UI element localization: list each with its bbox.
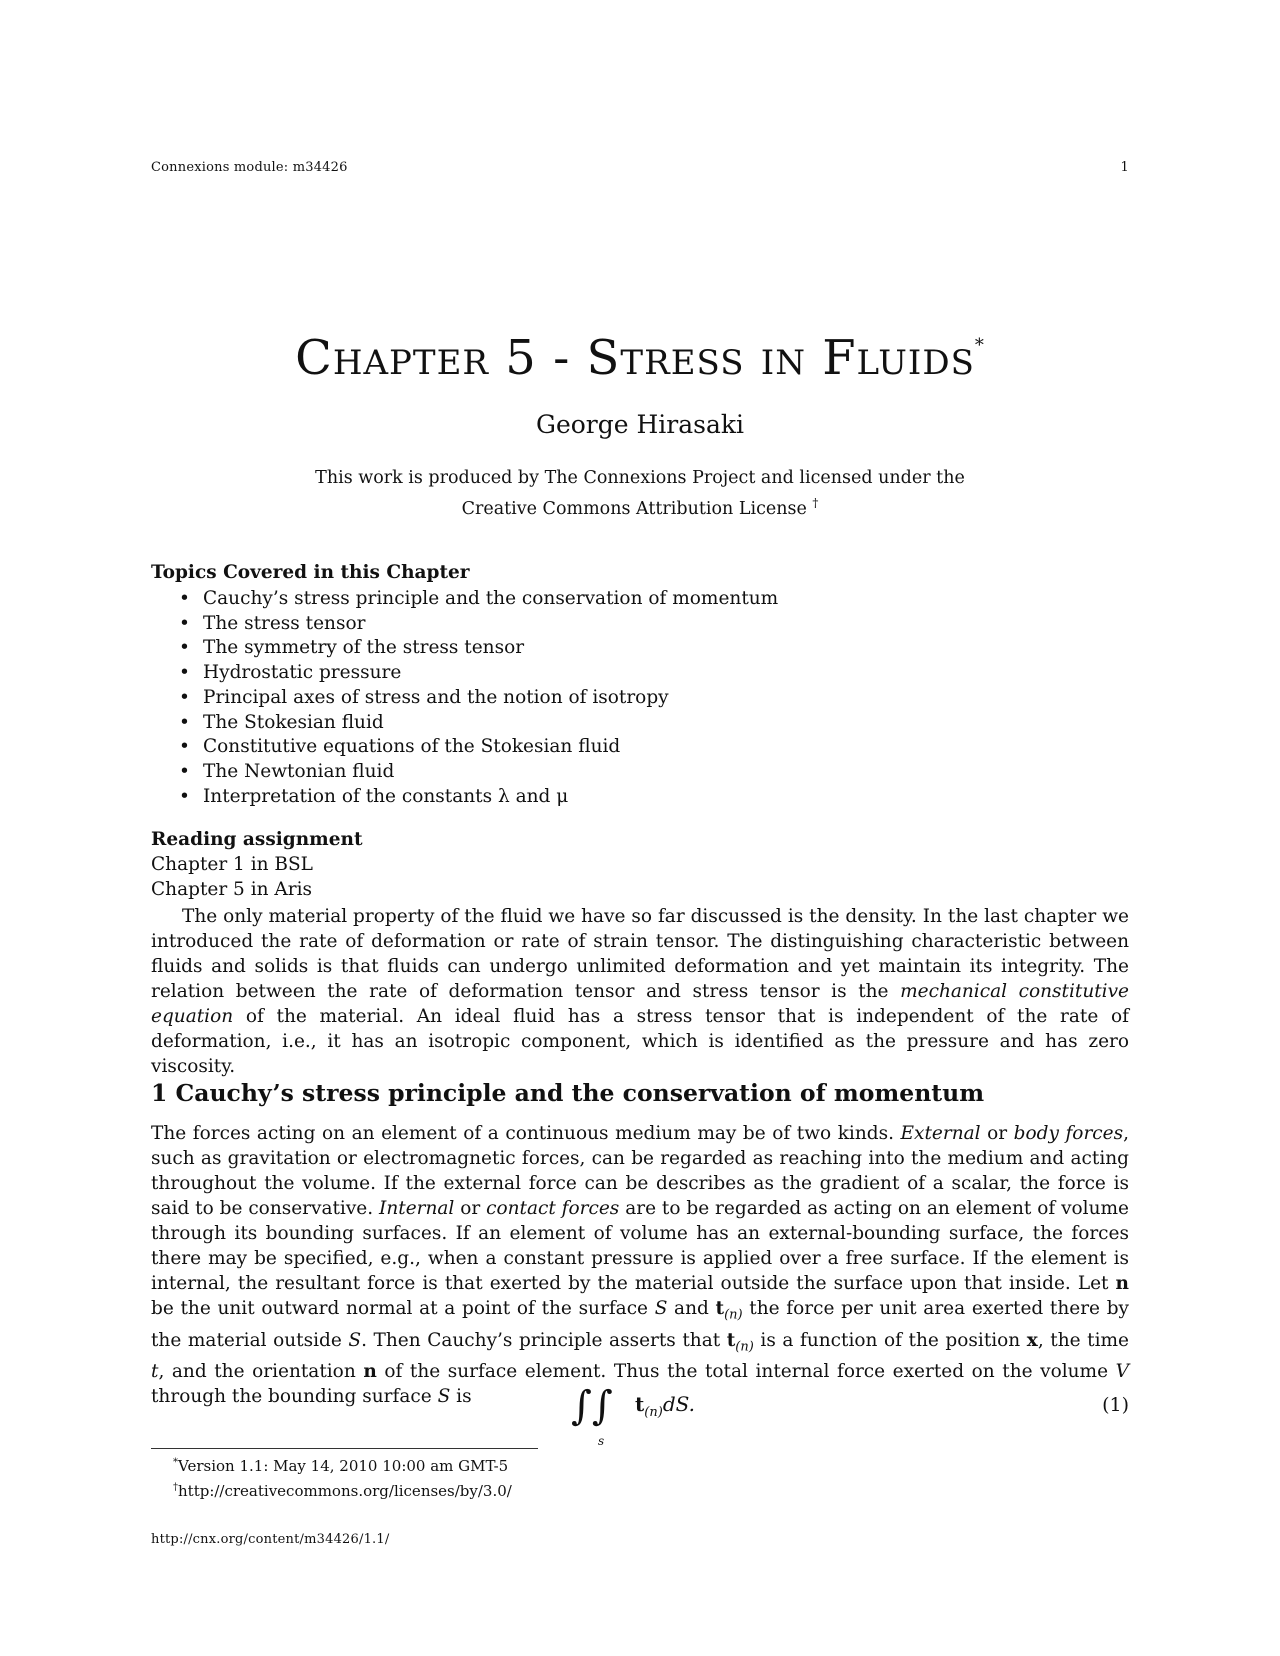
footnote-text: Version 1.1: May 14, 2010 10:00 am GMT-5: [178, 1457, 509, 1475]
text: be the unit outward normal at a point of the surface: [151, 1298, 655, 1319]
list-item: [151, 661, 778, 686]
list-item: [151, 636, 778, 661]
math-subscript: (n): [735, 1339, 754, 1355]
list-item-text: Hydrostatic pressure: [203, 662, 402, 684]
math-vector: t: [715, 1298, 725, 1319]
text: is a function of the position: [753, 1329, 1027, 1351]
bullet-icon: •: [179, 785, 190, 807]
text: are to be regarded as acting on an element of volume through its bounding surfaces. If an element of volume has an external-bounding surface, the forces there may be specified, e.g., when a constant pressure is applied over a free surface. If the element is internal, the resultant force is that exerted by the material outside the surface upon that inside. Let: [151, 1198, 1129, 1294]
math-vector: x: [1026, 1329, 1038, 1351]
text: , such as gravitation or electromagnetic forces, can be regarded as reaching into the medium and acting throughout the volume. If the external force can be describes as the gradient of a scalar, the force is said to be conservative.: [151, 1123, 1129, 1219]
math-differential: dS.: [662, 1392, 695, 1416]
topics-heading: Topics Covered in this Chapter: [151, 562, 470, 583]
page-number: 1: [1120, 160, 1129, 175]
bullet-icon: •: [179, 736, 190, 758]
list-item-text: Principal axes of stress and the notion of isotropy: [203, 686, 669, 708]
page: [151, 0, 1129, 1656]
list-item-text: Cauchy’s stress principle and the conservation of momentum: [203, 588, 779, 609]
text: of the surface element. Thus the total internal force exerted on the volume: [376, 1361, 1116, 1383]
text: and: [667, 1298, 716, 1319]
math-symbol: S: [437, 1386, 451, 1408]
list-item: [151, 785, 778, 810]
list-item-text: The symmetry of the stress tensor: [203, 637, 525, 659]
section-heading: 1 Cauchy’s stress principle and the conservation of momentum: [151, 1079, 985, 1107]
list-item-text: The stress tensor: [203, 612, 366, 634]
math-vector: n: [1115, 1273, 1129, 1294]
list-item: [151, 587, 778, 612]
footnote-divider: [151, 1448, 538, 1449]
footer-url[interactable]: http://cnx.org/content/m34426/1.1/: [151, 1532, 390, 1547]
list-item: [151, 711, 778, 736]
text: The forces acting on an element of a continuous medium may be of two kinds.: [151, 1123, 901, 1144]
list-item: [151, 612, 778, 637]
license-notice: [151, 466, 1129, 522]
text: through the bounding surface: [151, 1386, 438, 1408]
section-paragraph: [151, 1121, 1129, 1409]
list-item: [151, 760, 778, 785]
math-symbol: V: [1115, 1361, 1129, 1383]
license-footnote-mark: †: [812, 496, 819, 510]
math-vector: n: [363, 1361, 377, 1383]
list-item-text: The Stokesian fluid: [203, 711, 384, 733]
emphasis: body forces: [1013, 1123, 1124, 1144]
bullet-icon: •: [179, 662, 190, 684]
intro-text-1: The only material property of the fluid we have so far discussed is the density. In the last chapter we introduced the rate of deformation or rate of strain tensor. The distinguishing characteristic between fluids and solids is that fluids can undergo unlimited deformation and yet maintain its integrity. The relation between the rate of deformation tensor and stress tensor is the: [151, 906, 1129, 1002]
list-item: [151, 686, 778, 711]
equation-1: [151, 1383, 1129, 1448]
list-item-text: Constitutive equations of the Stokesian fluid: [203, 736, 621, 758]
topics-list: [151, 587, 778, 809]
text: . Then Cauchy’s principle asserts that: [361, 1329, 727, 1351]
footnote-2: [173, 1477, 512, 1502]
footnote-mark: †: [173, 1482, 178, 1493]
emphasis: Internal: [379, 1198, 455, 1219]
reading-item-1: Chapter 1 in BSL: [151, 854, 313, 875]
text: , and the orientation: [158, 1361, 364, 1383]
integrand: [635, 1392, 695, 1420]
text: or: [454, 1198, 487, 1219]
text: or: [980, 1123, 1014, 1144]
license-line-2: [151, 491, 1129, 522]
chapter-title-text: Chapter 5 - Stress in Fluids: [295, 330, 975, 387]
bullet-icon: •: [179, 686, 190, 708]
intro-paragraph: [151, 904, 1129, 1079]
bullet-icon: •: [179, 711, 190, 733]
text: , the time: [1037, 1329, 1129, 1351]
math-subscript: (n): [644, 1405, 663, 1420]
reading-heading: Reading assignment: [151, 829, 363, 850]
math-vector: t: [726, 1329, 736, 1351]
math-symbol: S: [654, 1298, 668, 1319]
math-subscript: (n): [724, 1307, 743, 1323]
emphasis: contact forces: [486, 1198, 620, 1219]
text: the force per unit area exerted there by the material outside: [151, 1298, 1129, 1351]
emphasis: External: [900, 1123, 981, 1144]
list-item-text: The Newtonian fluid: [203, 760, 395, 782]
reading-item-2: Chapter 5 in Aris: [151, 879, 313, 900]
double-integral-symbol: ∫∫: [571, 1383, 613, 1429]
footnote-mark: *: [173, 1457, 178, 1468]
author: George Hirasaki: [535, 410, 745, 439]
math-symbol: t: [151, 1361, 159, 1383]
running-head: [151, 160, 1129, 175]
license-line-1: This work is produced by The Connexions Project and licensed under the: [315, 468, 965, 488]
license-link[interactable]: Creative Commons Attribution License: [461, 498, 807, 519]
text: is: [450, 1386, 472, 1408]
integral-subscript: s: [598, 1434, 605, 1448]
list-item: [151, 735, 778, 760]
equation-number: (1): [1102, 1394, 1129, 1416]
bullet-icon: •: [179, 637, 190, 659]
equation-body: [571, 1383, 695, 1448]
list-item-text: Interpretation of the constants λ and μ: [203, 785, 569, 807]
bullet-icon: •: [179, 612, 190, 634]
bullet-icon: •: [179, 760, 190, 782]
intro-text-2: of the material. An ideal fluid has a stress tensor that is independent of the rate of deformation, i.e., it has an isotropic component, which is identified as the pressure and has zero viscosity.: [151, 1006, 1129, 1077]
footnote-link[interactable]: http://creativecommons.org/licenses/by/3.0/: [178, 1482, 512, 1500]
title-footnote-mark: *: [974, 335, 985, 357]
footnotes: [173, 1452, 512, 1502]
math-symbol: S: [348, 1329, 362, 1351]
chapter-title: [151, 330, 1129, 386]
math-vector: t: [635, 1392, 645, 1416]
intro-emphasis: mechanical constitutive equation: [151, 981, 1129, 1027]
bullet-icon: •: [179, 588, 190, 609]
module-id: Connexions module: m34426: [151, 160, 348, 175]
footnote-1: [173, 1452, 512, 1477]
